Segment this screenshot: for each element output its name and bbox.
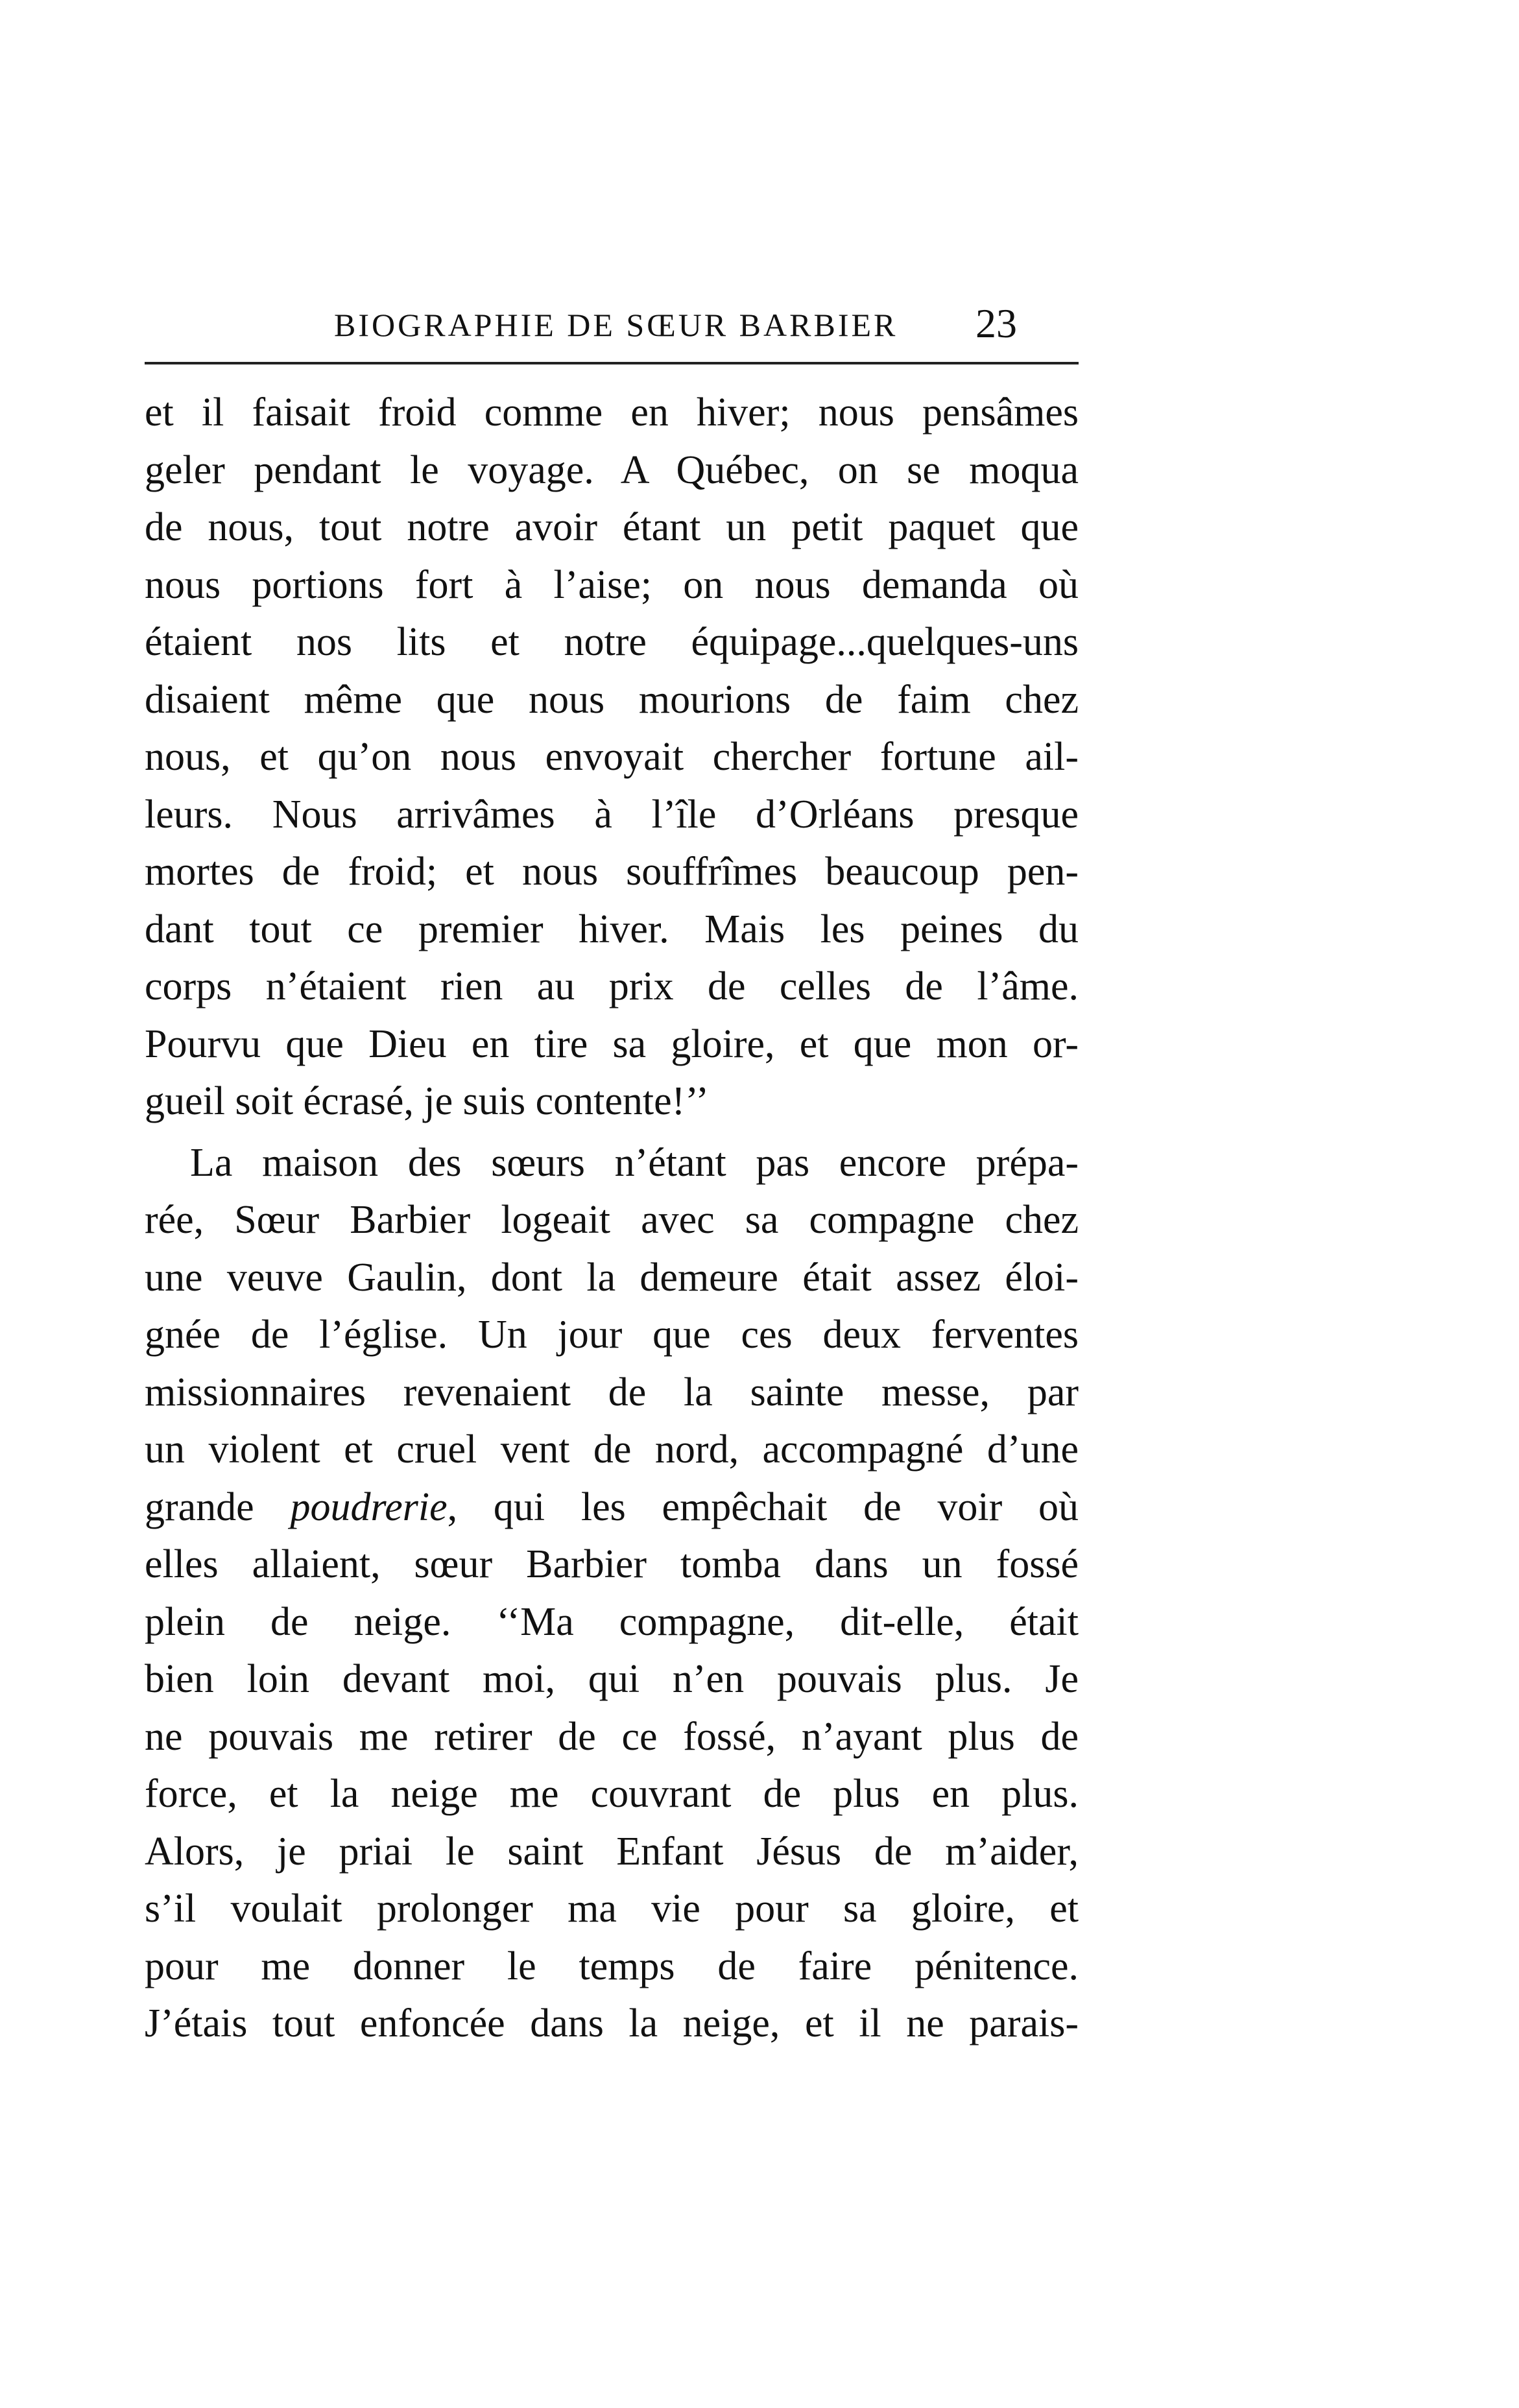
text-line: mortes de froid; et nous souffrîmes beaucoup pen- bbox=[145, 850, 1079, 894]
text-line: rée, Sœur Barbier logeait avec sa compagne chez bbox=[145, 1198, 1079, 1242]
text-line: une veuve Gaulin, dont la demeure était assez éloi- bbox=[145, 1255, 1079, 1300]
text-line: pour me donner le temps de faire pénitence. bbox=[145, 1944, 1079, 1988]
italic-term: poudrerie bbox=[290, 1484, 448, 1529]
text-line: geler pendant le voyage. A Québec, on se moqua bbox=[145, 447, 1079, 492]
header-rule bbox=[145, 362, 1079, 364]
text-line: ne pouvais me retirer de ce fossé, n’ayant plus de bbox=[145, 1714, 1079, 1759]
text-line: dant tout ce premier hiver. Mais les peines du bbox=[145, 907, 1079, 951]
text-line: force, et la neige me couvrant de plus en plus. bbox=[145, 1772, 1079, 1816]
running-title: BIOGRAPHIE DE SŒUR BARBIER bbox=[334, 307, 898, 343]
text-line: plein de neige. ‘‘Ma compagne, dit-elle, était bbox=[145, 1599, 1079, 1644]
text-line: nous portions fort à l’aise; on nous demanda où bbox=[145, 562, 1079, 607]
text-line: gueil soit écrasé, je suis contente!’’ bbox=[145, 1079, 709, 1123]
text-line: et il faisait froid comme en hiver; nous pensâmes bbox=[145, 390, 1079, 435]
text-line: corps n’étaient rien au prix de celles de l’âme. bbox=[145, 964, 1079, 1008]
text-segment: grande bbox=[145, 1484, 291, 1529]
text-line-with-italic bbox=[145, 1479, 1079, 1536]
paragraph-2 bbox=[145, 1134, 1079, 2053]
page-number: 23 bbox=[975, 300, 1017, 346]
text-line: un violent et cruel vent de nord, accompagné d’une bbox=[145, 1427, 1079, 1472]
text-line: Pourvu que Dieu en tire sa gloire, et que mon or- bbox=[145, 1021, 1079, 1066]
text-line: disaient même que nous mourions de faim chez bbox=[145, 677, 1079, 722]
text-line: J’étais tout enfoncée dans la neige, et il ne parais- bbox=[145, 2001, 1079, 2045]
text-line: de nous, tout notre avoir étant un petit paquet que bbox=[145, 505, 1079, 549]
text-line: étaient nos lits et notre équipage...quelques-uns bbox=[145, 620, 1079, 664]
paragraph-1 bbox=[145, 384, 1079, 1130]
text-line: missionnaires revenaient de la sainte messe, par bbox=[145, 1370, 1079, 1414]
text-line: bien loin devant moi, qui n’en pouvais plus. Je bbox=[145, 1657, 1079, 1701]
text-line: gnée de l’église. Un jour que ces deux ferventes bbox=[145, 1313, 1079, 1357]
text-line: La maison des sœurs n’étant pas encore prépa- bbox=[190, 1140, 1079, 1185]
text-segment: , qui les empêchait de voir où bbox=[447, 1484, 1079, 1529]
text-line: Alors, je priai le saint Enfant Jésus de m’aider, bbox=[145, 1829, 1079, 1874]
text-line: leurs. Nous arrivâmes à l’île d’Orléans presque bbox=[145, 792, 1079, 837]
book-page bbox=[145, 0, 1079, 2408]
body-text bbox=[145, 384, 1079, 2053]
text-line: s’il voulait prolonger ma vie pour sa gloire, et bbox=[145, 1887, 1079, 1931]
text-line: elles allaient, sœur Barbier tomba dans un fossé bbox=[145, 1542, 1079, 1586]
text-line: nous, et qu’on nous envoyait chercher fortune ail- bbox=[145, 735, 1079, 779]
page-header bbox=[145, 300, 1079, 352]
